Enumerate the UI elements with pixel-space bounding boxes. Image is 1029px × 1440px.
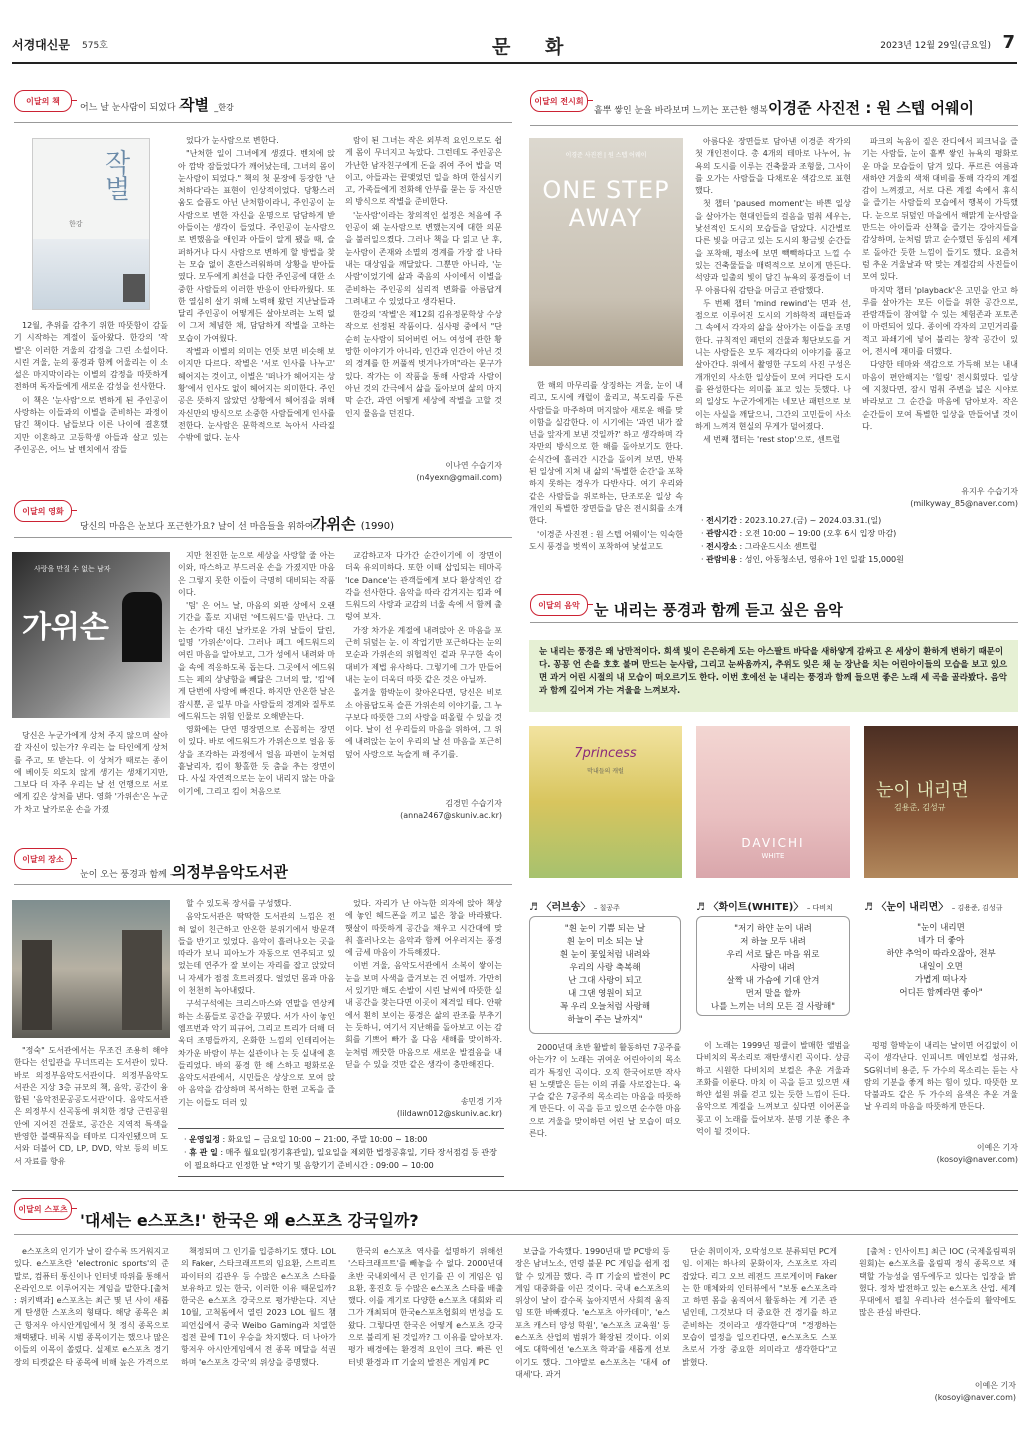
movie-poster-image bbox=[12, 552, 170, 718]
exhibition-byline: 유지우 수습기자 (milkyway_85@naver.com) bbox=[910, 487, 1018, 508]
music-title: 눈 내리는 풍경과 함께 듣고 싶은 음악 bbox=[594, 601, 843, 619]
library-col-3: 었다. 자리가 난 아늑한 의자에 앉아 책상에 놓인 헤드폰을 끼고 넓은 창을 바라봤다. 햇살이 따뜻하게 공간을 채우고 시간대에 맞춰 흘러나오는 음악과 함께 어우러지는 풍경에 금세 마음이 가득해졌다. 이번 겨울, 음악도서관에서 소복이 쌓이는 눈을 보며 사색을 즐겨보는 건 어떨까. 가만히 서 있기만 해도 손발이 시린 날씨에 따뜻한 실내 공간을 찾는다면 이곳이 제격일 테다. 안팎에서 흰히 보이는 풍경은 삶의 관조를 부추기는 듯하니, 여기서 지난해를 돌아보고 이는 감회를 기쁘어 빠가 올 다음 새해를 맞이하자. 눈처럼 깨끗한 마음으로 새로운 발걸음을 내딛을 수 있을 것만 같은 생각이 충만해진다. bbox=[345, 899, 502, 1069]
page-number: 7 bbox=[1002, 32, 1015, 53]
exhibition-rule bbox=[530, 125, 1018, 126]
music-byline: 이예은 기자 (kosoyi@naver.com) bbox=[936, 1143, 1018, 1164]
song-3-lyrics: "눈이 내리면 네가 더 좋아 하얀 추억이 따라오잖아, 전부 내일이 오면 가볍게 떠나자 어디든 함께라면 좋아" bbox=[886, 923, 996, 998]
exhibition-tag: 이달의 전시회 bbox=[530, 90, 588, 112]
exhibition-col-2: 아름다운 장면들로 담아낸 이경준 작가의 첫 개인전이다. 총 4개의 테마로 나누어, 뉴욕의 도시를 이루는 건축물과 조형물, 그사이를 오가는 사람들을 다채로운 색감으로 표현했다. 첫 챕터 'paused moment'는 바쁜 일상을 살아가는 현대인들의 걸음을 멈춰 세우는, 낯선적인 도시의 모습들을 담았다. 시간별로 다른 빛을 머금고 있는 도시의 황금빛 순간들을 포착해, 평소에 보면 빽빽하다고 느낄 수 있는 건축물들을 매력적으로 보이게 만든다. 석양과 일출의 빛이 담긴 뉴욕의 풍경들이 너무 아름다워 감탄을 머금고 관람했다. 두 번째 챕터 'mind rewind'는 면과 선, 점으로 이루어진 도시의 기하학적 패턴들과 그 속에서 각자의 삶을 살아가는 이들을 조명한다. 규칙적인 패턴의 건물과 횡단보도를 거니는 사람들은 모두 제각다의 이야기를 품고 살아간다. 위에서 촬영한 구도의 사진 구성은 개개인의 사소한 일상들이 모여 커다란 도시를 완성한다는 의미를 표고 있는 듯했다. 나의 일상도 누군가에게는 네모난 패턴으로 보이는 사실을 깨달으니, 그간의 고민들이 사소하게 느껴져 현실의 무게가 덜어졌다. 세 번째 챕터는 'rest stop'으로, 센트럴 bbox=[695, 137, 851, 445]
album-cover-2-label: DAVICHI bbox=[741, 836, 805, 850]
book-col-1: 12월, 추위를 감추기 위한 따뜻함이 감돌기 시작하는 계절이 돌아왔다. 한강의 '작별'은 이러한 겨울의 감정을 그린 소설이다. 시린 겨울, 눈의 풍경과 함께 어울리는 이 소설은 마지막이라는 이별의 감정을 따뜻하게 전하며 독자들에게 새로운 감성을 선사한다. 이 책은 '눈사람'으로 변하게 된 주인공이 사랑하는 이들과의 이별을 준비하는 과정이 담긴 책이다. 남들보다 이른 나이에 결혼했지만 이혼하고 고등학생 아들과 살고 있는 주인공은, 어느 날 벤치에서 잠들 bbox=[14, 321, 168, 454]
exhibition-col-1: 한 해의 마무리를 상징하는 겨울, 눈이 내리고, 도시에 캐럴이 울리고, 복도리를 두른 사람들을 마주하며 머지않아 새로운 해를 맞이함을 실감한다. 이 시기에는 '과연 내가 잘 넌을 앞자게 보낸 것일까?' 하고 생각하며 각자만의 방식으로 한 해를 돌아보기도 한다. 순식간에 흘러간 시간을 돌이켜 보면, 반복된 일상에 지쳐 내 삶의 '특별한 순간'을 포착하지 못하는 경우가 다반사다. 여기 우리와 같은 사람들을 위로하는, 단조로운 일상 속 개인의 특별한 장면들을 담은 전시회를 소개한다. '이경준 사진전 : 원 스텝 어웨이'는 익숙한 도시 풍경을 벗씩이 포착하여 낯설고도 bbox=[529, 381, 683, 551]
music-tag: 이달의 음악 bbox=[530, 594, 588, 616]
library-title: 의정부음악도서관 bbox=[172, 863, 288, 881]
album-cover-2-sub: WHITE bbox=[761, 852, 785, 860]
book-title: 작별 _한강 bbox=[180, 96, 234, 114]
movie-col-1: 당신은 누군가에게 상처 주지 않으며 살아갈 자신이 있는가? 우리는 늘 타인에게 상처를 주고, 또 받는다. 이 상처가 때로는 종이에 베이듯 의도치 않게 생기는 생채기지만, 그보다 더 자주 우리는 날 선 언행으로 서로에게 깊은 상처를 낸다. 영화 '가위손'은 누군가 차고 날카로운 손을 가졌 bbox=[14, 731, 168, 814]
book-cover-image bbox=[32, 138, 150, 310]
exhibition-info-row: · 전시기간 : 2023.10.27.(금) ~ 2024.03.31.(일) bbox=[701, 516, 882, 525]
movie-kicker: 당신의 마음은 눈보다 포근한가요? 날이 선 마음들을 위하여… – bbox=[80, 522, 330, 532]
book-tag: 이달의 책 bbox=[14, 90, 72, 112]
library-tag: 이달의 장소 bbox=[14, 848, 72, 870]
song-2-text: 이 노래는 1999년 핑클이 발매한 앨범을 다비치의 목소리로 재탄생시킨 곡이다. 상큼하고 시원한 다비치의 보컬은 추운 겨울과 조화를 이룬다. 마치 이 곡을 듣고 있으면 새하얀 설원 위를 걷고 있는 듯한 느낌이 든다. 음악으로 계절을 느껴보고 싶다면 이어폰을 꽂고 이 노래를 들어보자. 분명 기분 좋은 추억이 될 것이다. bbox=[696, 1041, 850, 1137]
song-3-title: ♬ 〈눈이 내리면〉 – 김용준, 김성규 bbox=[864, 902, 1003, 913]
library-info-box bbox=[178, 1128, 504, 1177]
masthead-rule bbox=[12, 62, 1017, 64]
music-rule bbox=[530, 622, 1018, 623]
movie-byline: 김경민 수습기자 (anna2467@skuniv.ac.kr) bbox=[400, 799, 502, 820]
album-cover-1-label: 7princess bbox=[574, 746, 637, 761]
movie-col-3: 교감하고자 다가간 순간이기에 이 장면이 더욱 유의미하다. 또한 이때 삽입되는 테마곡 'Ice Dance'는 관객들에게 보다 환상적인 감각을 선사한다. 음악을 따라 감겨지는 킴과 에드워드의 사랑과 교감의 너울 속에 서 함께 출렁여 보자. 가장 차가운 계절에 내려앉아 온 마음을 포근히 뒤덮는 눈. 이 작업기만 포근하다는 눈의 모순과 가위손의 위협적인 겉과 무구한 속이 대비가 제법 유사하다. 그렇기에 그가 만들어 내는 눈이 더욱더 따뜻 같은 것은 아닐까. 올겨울 함박눈이 찾아온다면, 당신은 비로소 아름답도록 슬픈 가위손의 이야기를, 그 누구보다 따뜻한 그의 사랑을 떠올릴 수 있을 것이다. 날이 선 우리들의 마음을 위하여, 그 위에 내려앉는 눈이 우리의 날 선 마음을 포근히 덮어 사랑으로 녹슬게 해 주기를. bbox=[345, 551, 502, 759]
book-cover-title: 작별 bbox=[100, 149, 130, 201]
masthead bbox=[12, 30, 1017, 60]
esports-col-4: 보급을 가속했다. 1990년대 말 PC방의 등장은 남녀노소, 연령 불문 PC 게임을 쉽게 접할 수 있게끔 했다. 즉 IT 기술의 발전이 PC게임 대중화를 이끈 것이다. 국내 e스포츠의 위상이 날이 갈수록 높아지면서 사회적 움직임 또한 바빠졌다. 'e스포츠 아카데미', 'e스포츠 캐스터 양성 학원', 'e스포츠 교육원' 등 e스포츠 산업의 범위가 확장된 것이다. 이외에도 대학에선 'e스포츠 학과'를 새롭게 선보이기도 했다. 그야말로 e스포츠는 '대세 of 대세'다. 과거 bbox=[515, 1247, 670, 1379]
song-2-title: ♬ 〈화이트(WHITE)〉 – 다비치 bbox=[696, 902, 833, 913]
exhibition-kicker: 흩뿌 쌓인 눈을 바라보며 느끼는 포근한 행복 – bbox=[594, 106, 776, 116]
library-info-row: · 휴 관 일 : 매주 월요일(정기휴관일), 일요일을 제외한 법정공휴일, 기타 장서점검 등 관장이 필요하다고 인정한 날 *악기 및 음향기기 준비시간 : 09:00 ~ 10:00 bbox=[184, 1148, 497, 1170]
esports-title: '대세는 e스포츠!' 한국은 왜 e스포츠 강국일까? bbox=[80, 1211, 419, 1230]
movie-poster-sub: 사랑을 만질 수 없는 남자 bbox=[34, 565, 111, 573]
exhibition-poster-line2: AWAY bbox=[568, 204, 644, 232]
song-3-text: 펑펑 함박눈이 내리는 날이면 어김없이 이 곡이 생각난다. 인피니트 메인보컬 성규와, SG워너비 용준, 두 가수의 목소리는 듣는 사람의 기분을 좋게 하는 힘이 있다. 따뜻한 모닥불과도 같은 두 가수의 음색은 추운 겨울날 우리의 마음을 따뜻하게 만든다. bbox=[864, 1041, 1018, 1112]
exhibition-title: 이경준 사진전 : 원 스텝 어웨이 bbox=[768, 99, 974, 117]
newspaper-name: 서경대신문 bbox=[12, 38, 70, 52]
album-cover-3-sub: 김용준, 김성규 bbox=[894, 803, 946, 812]
esports-top-rule bbox=[12, 1190, 1018, 1191]
song-1-lyrics: "흰 눈이 기쁨 되는 날 흰 눈이 미소 되는 날 흰 눈이 꽃잎처럼 내려와 우리의 사랑 축복해 난 그대 사랑이 되고 내 그댄 영원이 되고 꼭 우리 오늘처럼 사랑해 하늘이 주는 날까지" bbox=[529, 916, 681, 1034]
exhibition-poster-image bbox=[529, 138, 683, 366]
movie-title: 가위손 (1990) bbox=[312, 515, 394, 533]
album-cover-1-sub: 막내들의 캐럴 bbox=[587, 768, 624, 775]
library-photo bbox=[12, 900, 170, 1038]
library-rule bbox=[14, 884, 512, 885]
exhibition-info-row: · 관람시간 : 오전 10:00 ~ 19:00 (오후 6시 입장 마감) bbox=[701, 529, 897, 538]
song-1-text: 2000년대 초반 활발히 활동하던 7공주를 아는가? 이 노래는 귀여운 어린아이의 목소리가 특징인 곡이다. 오직 한국어로만 작사 된 노랫말은 듣는 이의 귀를 사로잡는다. 육구슬 같은 7공주의 목소리는 마음을 따뜻하게 만든다. 이 곡을 듣고 있으면 순수한 마음으로 겨울을 맞이하던 어린 날 모습이 떠오른다. bbox=[529, 1043, 681, 1139]
movie-col-2: 지만 천진한 눈으로 세상을 사랑할 줄 아는 이와, 따스하고 부드러운 손을 가졌지만 마음은 그렇지 못한 이들이 극명히 대비되는 작품이다. '팀' 은 어느 날, 마음의 외판 상에서 오랜 기간을 홀로 지내던 '에드워드'를 만난다. 그는 손가락 대신 날카로운 가위 날들이 달린, 일명 '가위손'이다. 그러나 페그 에드워드의 여린 마음을 알아보고, 그가 성에서 내려와 마을 속에 적응하도록 돕는다. 그곳에서 에드워드는 페의 상냥함을 빼닮은 그녀의 딸, '킴'에게 단번에 사랑에 빠진다. 하지만 안온한 날은 잠시뿐, 곧 일부 마을 사람들의 경계와 질투로 에드워드는 위험 인물로 오해받는다. 영화에는 단연 명장면으로 손꼽히는 장면이 있다. 바로 에드워드가 가위손으로 얼음 동상을 조각하는 과정에서 얼음 파편이 눈처럼 흩날리자, 킴이 황홀한 듯 춤을 추는 장면이다. 사실 자연적으로는 눈이 내리지 않는 마을이기에, 그리고 킴이 처음으로 bbox=[178, 551, 335, 796]
music-intro: 눈 내리는 풍경은 왜 낭만적이다. 회색 빛이 은은하게 도는 아스팔트 바닥을 새하얗게 감싸고 온 세상이 환하게 변하기 때문이다. 꽁꽁 언 손을 호호 불며 만드는 눈사람, 그리고 눈싸움까지, 추위도 잊은 채 눈 장난을 치는 어린아이들의 모습을 보고 있으면 과거 어린 시절의 내 모습이 떠오르기도 한다. 이번 호에선 눈 내리는 풍경과 함께 들으면 좋은 노래 세 곡을 골라봤다. 음악과 함께 깊어져 가는 겨울을 느껴보자. bbox=[529, 640, 1018, 712]
esports-col-2: 책정되며 그 인기를 입증하기도 했다. LOL의 Faker, 스타크래프트의 임요환, 스트리트 파이터의 김관우 등 수많은 e스포츠 스타를 보유하고 있는 한국, 이러한 이유 때문일까? 한국은 e스포츠 강국으로 평가받는다. 지난 10월, 고척돔에서 열린 2023 LOL 월드 챔피언십에서 중국 Weibo Gaming과 치열한 접전 끝에 T1이 우승을 차지했다. 더 나아가 항저우 아시안게임에서 전 종목 메달을 석권하며 'e스포츠 강국'의 위상을 증명했다. bbox=[181, 1247, 336, 1367]
exhibition-poster-line1: ONE STEP bbox=[542, 176, 670, 204]
issue-date: 2023년 12월 29일(금요일) bbox=[880, 41, 991, 51]
issue-number: 575호 bbox=[82, 41, 108, 51]
album-cover-2 bbox=[696, 726, 850, 878]
library-info-row: · 운영일정 : 화요일 ~ 금요일 10:00 ~ 21:00, 주말 10:00 ~ 18:00 bbox=[184, 1135, 428, 1144]
esports-tag: 이달의 스포츠 bbox=[14, 1198, 72, 1220]
song-2-lyrics: "저기 하얀 눈이 내려 저 하늘 모두 내려 우리 서로 닮은 마음 위로 사랑이 내려 살짝 내 가슴에 기대 안겨 먼저 말을 할까 나를 느끼는 너의 모든 걸 사랑해" bbox=[696, 916, 850, 1016]
esports-col-1: e스포츠의 인기가 날이 갈수록 뜨거워지고 있다. e스포츠란 'electronic sports'의 준말로, 컴퓨터 통신이나 인터넷 따위를 통해서 온라인으로 이루어지는 게임을 말한다.[출처 : 위키백과] e스포츠는 최근 몇 년 사이 새롭게 탄생한 스포츠의 형태다. 해당 종목은 최근 항저우 아시안게임에서 첫 정식 종목으로 채택됐다. 비록 시범 종목이기는 했으나 많은 이들의 이목이 쏠렸다. 실제로 e스포츠 경기장의 티켓값은 타 종목에 비해 높은 가격으로 bbox=[14, 1247, 169, 1367]
album-cover-1 bbox=[529, 726, 682, 878]
esports-rule bbox=[14, 1234, 1018, 1235]
movie-rule bbox=[14, 537, 512, 538]
album-cover-3 bbox=[864, 726, 1018, 878]
esports-col-6: [출처 : 인사이트] 최근 IOC (국제올림픽위원회)는 e스포츠를 올림픽 정식 종목으로 채택할 가능성을 염두에두고 있다는 입장을 밝혔다. 정차 발전하고 있는 e스포츠 산업. 세계 무대에서 펼칠 우리나라 선수들의 활약에도 많은 관심 바란다. bbox=[859, 1247, 1016, 1318]
library-col-2: 할 수 있도록 장서를 구성했다. 음악도서관은 딱딱한 도서관의 느낌은 전혀 없이 친근하고 안온한 분위기에서 방문객들을 반기고 있었다. 음악이 흘러나오는 곳을 따라가 보니 피아노가 자동으로 연주되고 있었는데 연주가 잘 보이는 자리를 잡고 앉았더니 자세가 점점 흐트러졌다. 얼었던 몸과 마음이 천천히 녹아내렸다. 구석구석에는 크리스마스와 연말을 연상케 하는 소품들로 공간을 꾸몄다. 서가 사이 놓인 엠프번과 악기 피규어, 그리고 트리가 더해 더욱더 조명들까지, 온화한 느낌의 인테리어는 차가운 바람이 부는 실관이나 는 듯 실내에 흔들리었다. 바의 풍경 한 해 스하고 평화로운 음악도서관에서, 시민들은 상상으로 모여 앉아 음악을 감상하며 복서하는 한편 고독을 즐기는 이들도 더러 있 bbox=[178, 899, 335, 1107]
esports-col-3: 한국의 e스포츠 역사를 설명하기 위해선 '스타크래프트'를 빼놓을 수 없다. 2000년대 초반 국내외에서 큰 인기를 끈 이 게임은 임요환, 홍진호 등 수많은 e스포츠 스타를 배출했다. 이를 계기로 다양한 e스포츠 대회와 리그가 개최되며 한국e스포츠협회의 번성을 도왔다. 그렇다면 한국은 어떻게 e스포츠 강국으로 불리게 된 것일까? 그 이유를 알아보자. 평가 배경에는 환경적 요인이 크다. 빠른 인터넷 환경과 IT 기술의 발전은 게임계 PC bbox=[348, 1247, 503, 1367]
album-cover-3-label: 눈이 내리면 bbox=[876, 780, 969, 801]
library-byline: 송민경 기자 (lildawn012@skuniv.ac.kr) bbox=[396, 1097, 502, 1118]
esports-col-5: 단순 취미이자, 오락성으로 분류되던 PC게임. 이제는 하나의 문화이자, 스포츠로 자리 잡았다. 리그 오브 레전드 프로게이머 Faker는 한 매체와의 인터뷰에서 "보통 e스포츠라고 하면 몸을 움직여서 활동하는 게 기존 관념인데, 그것보다 더 중요한 건 경기를 하고 준비하는 것이라고 생각한다"며 "경쟁하는 모습이 열정을 일으킨다면, e스포츠도 스포츠로서 가장 중요한 의미라고 생각한다"고 밝혔다. bbox=[682, 1247, 837, 1367]
book-kicker: 어느 날 눈사람이 되었다 – bbox=[80, 103, 183, 113]
movie-tag: 이달의 영화 bbox=[14, 500, 72, 522]
library-kicker: 눈이 오는 풍경과 함께 – bbox=[80, 870, 175, 880]
book-col-2: 었다가 눈사람으로 변한다. "난처한 일이 그녀에게 생겼다. 벤치에 앉아 깜박 잠들었다가 깨어났는데, 그녀의 몸이 눈사람이 되었다." 책의 첫 문장에 등장한 '난처하다'라는 표현이 인상적이었다. 당황스러움도 슬픔도 아닌 난처함이라니, 주인공이 눈사람으로 변한 자신을 운명으로 담담하게 받아들이는 생각이 들었다. 주인공이 눈사람으로 변했음을 애인과 아들이 알게 됐을 때, 슬퍼하거나 다시 사람으로 변하게 할 방법을 찾는 모습 없이 흔란스러워하며 상황을 받아들였다. 모두에게 최선을 다한 주인공에 대한 소중한 사람들의 이러한 반응이 안타까웠다. 또한 열심히 살기 위해 노력해 왔던 지난날들과 달리 주인공이 어떻게든 살아보려는 노력 없이 그저 체념한 채, 담담하게 작별을 고하는 모습이 가여웠다. 작별과 이별의 의미는 언뜻 보면 비슷해 보이지만 다르다. 작별은 '서로 인사를 나누고' 헤어지는 것이고, 이별은 '떠나가 헤어지는 상황'에서 인사도 없이 헤어지는 의미한다. 주인공은 뜻하지 않았던 상황에서 헤어짐을 위해 자신만의 방식으로 소중한 사람들에게 인사를 전한다. 눈사람은 문학적으로 녹아서 사라질 수밖에 없다. 눈사 bbox=[178, 136, 335, 443]
esports-byline: 이예은 기자 (kosoyi@naver.com) bbox=[934, 1381, 1016, 1402]
book-byline: 이나연 수습기자 (n4yexn@gmail.com) bbox=[416, 461, 502, 482]
book-rule bbox=[14, 122, 512, 123]
song-1-title: ♬ 〈러브송〉 – 칠공주 bbox=[529, 902, 620, 913]
movie-poster-title: 가위손 bbox=[22, 610, 109, 645]
exhibition-info-box bbox=[695, 510, 1018, 570]
book-cover-author: 한강 bbox=[69, 220, 83, 228]
library-col-1: "정숙" 도서관에서는 무조건 조용히 해야 한다는 선입관을 무너뜨리는 도서관이 있다. 바로 의정부음악도서관이다. 의정부음악도서관은 지상 3층 규모의 책, 음악, 공간이 융합된 '음악전문공공도서관'이다. 음악도서관은 의정부시 신곡동에 위치한 정당 근린공원 안에 지어진 건물로, 공간은 지역적 특색을 반영한 블랙뮤직을 테마로 디자인됐으며 도서와 더불어 CD, LP, DVD, 악보 등의 비도서 자료를 향유 bbox=[14, 1046, 168, 1166]
book-col-3: 람이 된 그녀는 작은 외부적 요인으로도 쉽게 몸이 무너지고 녹았다. 그런데도 주인공은 가난한 남자친구에게 돈을 쥐여 주어 밥을 먹이고, 아들과는 끝맺었던 일을 하며 한심시키고, 가족들에게 전화해 안부를 묻는 등 자신만의 방식으로 작별을 준비한다. '눈사람'이라는 창의적인 설정은 처음에 주인공이 왜 눈사람으로 변했는지에 대한 의문을 불러일으켰다. 그러나 책을 다 읽고 난 후, 눈사람이 존재와 소멸의 경계를 가장 잘 나타내는 대상임을 깨달았다. 그뿐만 아니라, '눈사람'이었기에 삶과 죽음의 사이에서 이별을 준비하는 주인공의 심리적 변화를 아름답게 그려내고 수 있었다고 생각된다. 한강의 '작별'은 제12회 김유정문학상 수상작으로 선정된 작품이다. 심사평 중에서 "단순히 눈사람이 되어버린 어느 여성에 관한 황망한 이야기가 아니라, 인간과 인간이 아닌 것의 경계를 한 꺼풀씩 벗겨나가며"라는 문구가 있다. 작가는 이 작품을 통해 사람과 사람이 아닌 것의 간극에서 삶을 돌아보며 삶의 마지막 순간, 과연 어떻게 세상에 작별을 고할 것인지 물음을 던진다. bbox=[345, 136, 502, 418]
section-title: 문 화 bbox=[492, 36, 578, 58]
author-photo bbox=[123, 274, 145, 302]
exhibition-info-row: · 전시장소 : 그라운드시소 센트럴 bbox=[701, 542, 817, 551]
exhibition-col-3: 파크의 녹음이 짙은 잔디에서 피크닉을 즐기는 사람들, 눈이 흩뿌 쌓인 뉴욕의 평화로운 마을 모습들이 담겨 있다. 푸르른 여름과 새하얀 겨울의 색채 대비를 통해 각각의 계절감이 느껴졌고, 서로 다른 계절 속에서 휴식을 즐기는 사람들의 모습에서 행복이 가득했다. 눈으로 뒤덮인 마을에서 해맑게 눈사람을 만드는 아이들과 산책을 즐기는 강아지들을 감상하며, 눈처럼 맑고 순수했던 동심의 세계로 돌아간 듯한 느낌이 들기도 했다. 요즘처럼 추운 겨울날과 딱 맞는 계절감의 사진들이 모여 있다. 마지막 챕터 'playback'은 고민을 안고 하루를 살아가는 모든 이들을 위한 공간으로, 관람객들이 참여할 수 있는 체험존과 포토존이 마련되어 있다. 종이에 각자의 고민거리를 적고 파쇄기에 넣어 불리는 창작 공간이 있어, 전시에 재미를 더했다. 다양한 테마와 색감으로 가득해 보는 내내 마음이 편안해지는 '힐링' 전시회였다. 일상에 지쳤다면, 잠시 멈춰 주변을 넓은 시야로 바라보고 그 순간을 마음에 담아보자. 작은 순간들이 모여 특별한 일상을 만들어낼 것이다. bbox=[862, 137, 1018, 431]
exhibition-info-row: · 관람비용 : 성인, 아동청소년, 영유아 1인 일괄 15,000원 bbox=[701, 555, 904, 564]
exhibition-poster-small: 이경준 사진전 | 원 스텝 어웨이 bbox=[565, 152, 647, 159]
